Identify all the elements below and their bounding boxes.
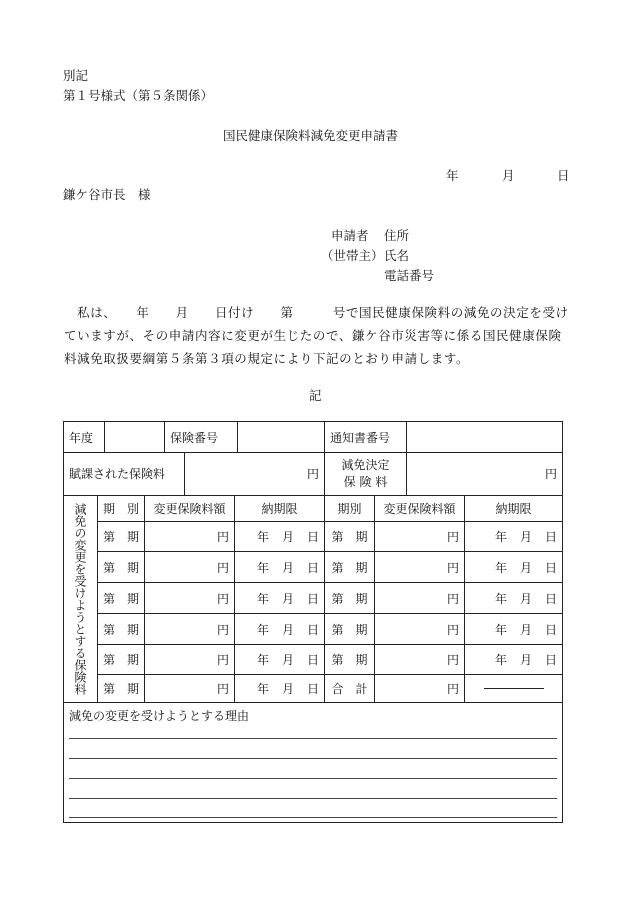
notice-number-input[interactable] — [407, 422, 562, 452]
period-label: 第 期 — [102, 560, 139, 575]
date-month-unit: 月 — [519, 530, 532, 544]
changed-amount-input[interactable] — [145, 522, 234, 551]
yen-unit: 円 — [446, 591, 459, 606]
appendix-label: 別記 — [63, 68, 89, 83]
reason-line — [69, 778, 557, 779]
yen-unit: 円 — [306, 467, 319, 481]
date-day-unit: 日 — [306, 682, 319, 696]
date-year-unit: 年 — [256, 653, 269, 667]
insurance-number-label: 保険番号 — [170, 430, 219, 445]
total-label: 合 計 — [331, 682, 368, 696]
reduction-decision-line1: 減免決定 — [341, 457, 390, 472]
date-month-unit: 月 — [281, 591, 294, 606]
yen-unit: 円 — [216, 653, 229, 667]
reason-line — [69, 798, 557, 799]
changed-amount-input[interactable] — [145, 675, 234, 702]
date-day-label: 日 — [557, 168, 570, 183]
due-date-input[interactable] — [465, 614, 562, 644]
date-day-unit: 日 — [306, 591, 319, 606]
due-date-input[interactable] — [235, 522, 324, 551]
fiscal-year-label: 年度 — [69, 430, 94, 445]
period-label: 第 期 — [102, 530, 139, 544]
reason-line — [69, 758, 557, 759]
due-date-input[interactable] — [235, 614, 324, 644]
date-month-unit: 月 — [281, 530, 294, 544]
due-date-input[interactable] — [465, 583, 562, 613]
period-label: 第 期 — [102, 622, 139, 637]
date-day-unit: 日 — [306, 530, 319, 544]
yen-unit: 円 — [446, 530, 459, 544]
col-header-changed-amount-left: 変更保険料額 — [153, 501, 226, 516]
assessed-premium-label: 賦課された保険料 — [69, 467, 166, 481]
applicant-label: 申請者 — [331, 228, 369, 243]
yen-unit: 円 — [544, 467, 557, 481]
yen-unit: 円 — [446, 560, 459, 575]
col-header-due-date-left: 納期限 — [261, 501, 298, 516]
period-label: 第 期 — [331, 530, 368, 544]
col-header-changed-amount-right: 変更保険料額 — [383, 501, 456, 516]
date-month-unit: 月 — [281, 622, 294, 637]
yen-unit: 円 — [216, 530, 229, 544]
date-day-unit: 日 — [544, 530, 557, 544]
period-label: 第 期 — [102, 591, 139, 606]
due-date-input[interactable] — [465, 522, 562, 551]
date-month-unit: 月 — [281, 560, 294, 575]
date-year-unit: 年 — [256, 591, 269, 606]
period-label: 第 期 — [331, 653, 368, 667]
period-label: 第 期 — [102, 682, 139, 696]
householder-label: （世帯主） — [321, 248, 384, 263]
date-month-unit: 月 — [519, 622, 532, 637]
due-date-input[interactable] — [465, 645, 562, 674]
changed-amount-input[interactable] — [145, 552, 234, 582]
row-divider — [64, 702, 562, 703]
yen-unit: 円 — [216, 622, 229, 637]
changed-amount-input[interactable] — [375, 583, 464, 613]
date-year-unit: 年 — [494, 591, 507, 606]
due-date-input[interactable] — [465, 552, 562, 582]
yen-unit: 円 — [216, 682, 229, 696]
date-year-unit: 年 — [256, 530, 269, 544]
reason-line — [69, 817, 557, 818]
changed-amount-input[interactable] — [145, 614, 234, 644]
yen-unit: 円 — [216, 591, 229, 606]
yen-unit: 円 — [216, 560, 229, 575]
side-label: 減免の変更を受けようとする保険料 — [73, 502, 87, 695]
addressee: 鎌ケ谷市長 様 — [63, 187, 151, 202]
address-label[interactable]: 住所 — [384, 228, 410, 243]
name-label[interactable]: 氏名 — [384, 248, 410, 263]
due-date-input[interactable] — [235, 645, 324, 674]
period-label: 第 期 — [331, 622, 368, 637]
date-year-unit: 年 — [494, 560, 507, 575]
date-day-unit: 日 — [306, 622, 319, 637]
reduction-decision-label — [325, 452, 406, 495]
changed-amount-input[interactable] — [145, 583, 234, 613]
date-day-unit: 日 — [306, 560, 319, 575]
date-day-unit: 日 — [544, 622, 557, 637]
reason-label: 減免の変更を受けようとする理由 — [69, 709, 250, 723]
form-number: 第１号様式（第５条関係） — [63, 88, 214, 103]
reason-line — [69, 738, 557, 739]
phone-label[interactable]: 電話番号 — [384, 268, 435, 283]
due-date-input[interactable] — [235, 552, 324, 582]
date-month-label: 月 — [502, 168, 515, 183]
insurance-number-input[interactable] — [238, 422, 324, 452]
date-day-unit: 日 — [544, 560, 557, 575]
changed-amount-input[interactable] — [375, 552, 464, 582]
date-month-unit: 月 — [281, 682, 294, 696]
fiscal-year-input[interactable] — [105, 422, 164, 452]
yen-unit: 円 — [446, 653, 459, 667]
col-header-period-right: 期別 — [337, 501, 362, 516]
date-day-unit: 日 — [544, 591, 557, 606]
page-title: 国民健康保険料減免変更申請書 — [223, 128, 399, 143]
date-year-label: 年 — [446, 168, 459, 183]
yen-unit: 円 — [446, 682, 459, 696]
period-label: 第 期 — [331, 591, 368, 606]
yen-unit: 円 — [446, 622, 459, 637]
reduction-decision-line2: 保 険 料 — [343, 474, 388, 489]
changed-amount-input[interactable] — [375, 675, 464, 702]
col-header-due-date-right: 納期限 — [495, 501, 532, 516]
date-month-unit: 月 — [281, 653, 294, 667]
date-year-unit: 年 — [256, 682, 269, 696]
due-date-input[interactable] — [235, 583, 324, 613]
date-day-unit: 日 — [544, 653, 557, 667]
reduction-decision-input[interactable] — [407, 452, 562, 495]
side-label-cell — [64, 495, 97, 702]
dash-line — [484, 688, 544, 689]
date-year-unit: 年 — [494, 622, 507, 637]
reduction-change-table — [63, 421, 563, 823]
changed-amount-input[interactable] — [375, 614, 464, 644]
date-year-unit: 年 — [494, 653, 507, 667]
total-dash-cell — [465, 675, 562, 702]
assessed-premium-input[interactable] — [185, 452, 324, 495]
changed-amount-input[interactable] — [145, 645, 234, 674]
changed-amount-input[interactable] — [375, 645, 464, 674]
date-year-unit: 年 — [256, 622, 269, 637]
ki-label: 記 — [309, 388, 322, 403]
period-label: 第 期 — [331, 560, 368, 575]
date-month-unit: 月 — [519, 560, 532, 575]
date-year-unit: 年 — [494, 530, 507, 544]
col-header-period-left: 期 別 — [102, 501, 139, 516]
changed-amount-input[interactable] — [375, 522, 464, 551]
notice-number-label: 通知書番号 — [330, 430, 391, 445]
due-date-input[interactable] — [235, 675, 324, 702]
date-month-unit: 月 — [519, 653, 532, 667]
date-day-unit: 日 — [306, 653, 319, 667]
period-label: 第 期 — [102, 653, 139, 667]
date-year-unit: 年 — [256, 560, 269, 575]
date-month-unit: 月 — [519, 591, 532, 606]
intro-paragraph: 私は、 年 月 日付け 第 号で国民健康保険料の減免の決定を受けていますが、その申請内容に変更が生じたので、鎌ケ谷市災害等に係る国民健康保険料減免取扱要綱第５条第３項の規定により下記のとおり申請します。 — [64, 305, 569, 366]
